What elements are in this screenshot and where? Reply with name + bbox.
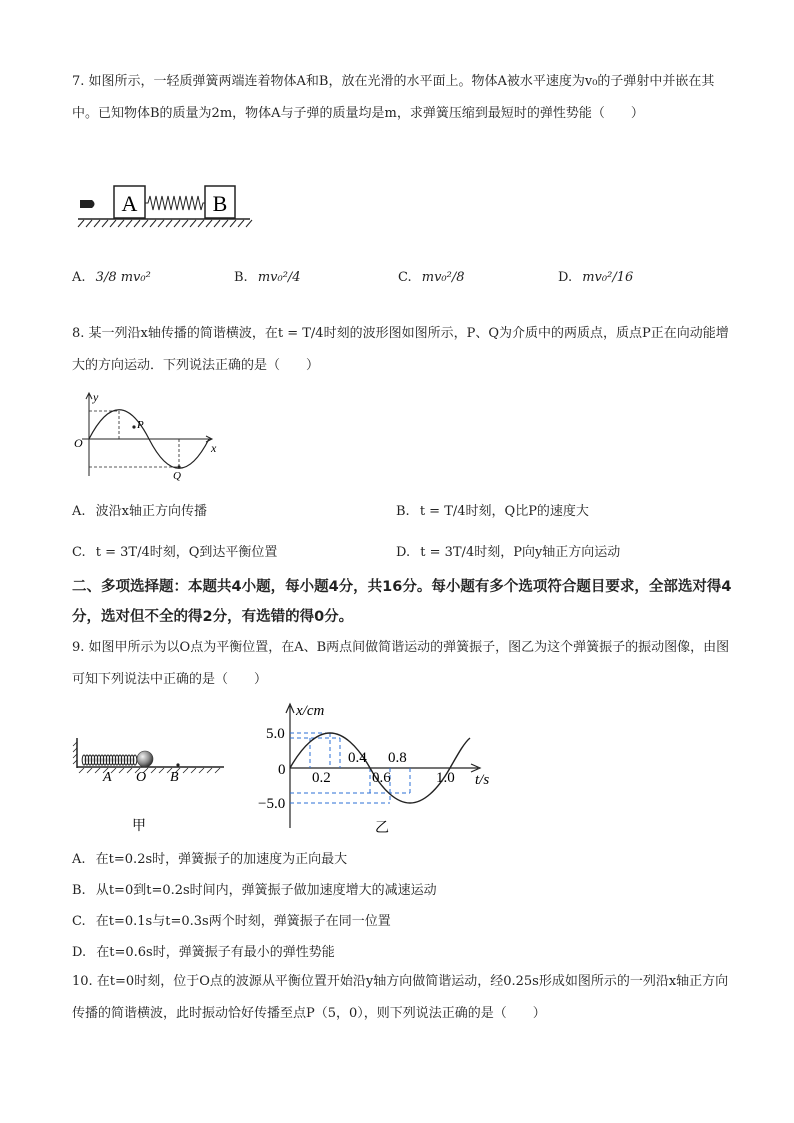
label-a: A bbox=[103, 770, 112, 785]
q7-option-a-letter: A. bbox=[72, 270, 86, 285]
axis-y-label: y bbox=[93, 390, 99, 404]
q9-option-c-letter: C. bbox=[72, 914, 86, 929]
q9-option-d[interactable] bbox=[72, 941, 335, 960]
q7-figure bbox=[78, 183, 253, 233]
q7-option-d[interactable] bbox=[558, 270, 633, 285]
q9-option-b-letter: B. bbox=[72, 883, 86, 898]
q9-option-b-text: 从t=0到t=0.2s时间内，弹簧振子做加速度增大的减速运动 bbox=[95, 883, 437, 898]
tick-08: 0.8 bbox=[388, 750, 407, 766]
q8-option-a-letter: A. bbox=[72, 504, 86, 519]
q7-option-b-letter: B. bbox=[234, 270, 248, 285]
q9-option-a-letter: A. bbox=[72, 852, 86, 867]
question-7-text: 7. 如图所示，一轻质弹簧两端连着物体A和B，放在光滑的水平面上。物体A被水平速度为v₀的子弹射中并嵌在其中。已知物体B的质量为2m，物体A与子弹的质量均是m，求弹簧压缩到最短时的弹性势能（ ） bbox=[72, 74, 715, 121]
q7-option-d-expr: mv₀²/16 bbox=[582, 270, 634, 285]
q7-option-d-letter: D. bbox=[558, 270, 573, 285]
spring-shape bbox=[145, 196, 205, 210]
q9-option-a-text: 在t=0.2s时，弹簧振子的加速度为正向最大 bbox=[95, 852, 348, 867]
q9-spring-figure bbox=[74, 738, 229, 838]
q7-option-b-expr: mv₀²/4 bbox=[257, 270, 301, 285]
q7-option-b[interactable] bbox=[234, 270, 301, 285]
q9-option-a[interactable] bbox=[72, 848, 347, 867]
q8-option-b-letter: B. bbox=[396, 504, 410, 519]
label-b: B bbox=[170, 770, 179, 785]
q8-wave-figure bbox=[72, 390, 222, 480]
question-10-text: 10. 在t=0时刻，位于O点的波源从平衡位置开始沿y轴方向做简谐运动，经0.25s形成如图所示的一列沿x轴正方向传播的简谐横波，此时振动恰好传播至点P（5，0），则下列说法正确的是（ ） bbox=[72, 974, 729, 1021]
q9-option-b[interactable] bbox=[72, 879, 437, 898]
label-o: O bbox=[136, 770, 147, 785]
tick-02: 0.2 bbox=[312, 770, 331, 786]
q7-option-a-expr: 3/8 mv₀² bbox=[95, 270, 151, 285]
q9-option-c-text: 在t=0.1s与t=0.3s两个时刻，弹簧振子在同一位置 bbox=[95, 914, 391, 929]
q8-option-b[interactable] bbox=[396, 500, 589, 519]
q9-option-c[interactable] bbox=[72, 910, 391, 929]
block-a-label: A bbox=[121, 191, 138, 216]
origin-zero: 0 bbox=[278, 762, 286, 778]
q8-option-d[interactable] bbox=[396, 541, 620, 560]
q8-option-c-text: t = 3T/4时刻，Q到达平衡位置 bbox=[95, 545, 278, 560]
tick-5: 5.0 bbox=[266, 726, 285, 742]
q8-option-c[interactable] bbox=[72, 541, 277, 560]
q7-option-a[interactable] bbox=[72, 270, 151, 285]
floor-hatch bbox=[79, 768, 220, 773]
tick-06: 0.6 bbox=[372, 770, 391, 786]
question-9-text: 9. 如图甲所示为以O点为平衡位置，在A、B两点间做简谐运动的弹簧振子，图乙为这个弹簧振子的振动图像，由图可知下列说法中正确的是（ ） bbox=[72, 640, 730, 687]
q8-option-d-text: t = 3T/4时刻，P向y轴正方向运动 bbox=[420, 545, 621, 560]
point-p bbox=[132, 425, 135, 428]
ground-hatch bbox=[78, 220, 252, 227]
q8-option-a-text: 波沿x轴正方向传播 bbox=[95, 504, 208, 519]
q7-option-c[interactable] bbox=[398, 270, 465, 285]
ball bbox=[137, 751, 153, 767]
axis-label-x-cm: x/cm bbox=[296, 703, 325, 719]
point-b bbox=[176, 763, 179, 766]
section-2-heading: 二、多项选择题：本题共4小题，每小题4分，共16分。每小题有多个选项符合题目要求，全部选对得4分，选对但不全的得2分，有选错的得0分。 bbox=[72, 579, 732, 625]
q8-option-d-letter: D. bbox=[396, 545, 411, 560]
caption-yi: 乙 bbox=[375, 820, 389, 836]
axis-x-label: x bbox=[211, 441, 217, 455]
origin-label: O bbox=[74, 436, 83, 450]
point-q bbox=[177, 465, 180, 468]
bullet-shape bbox=[80, 200, 95, 208]
question-8-text: 8. 某一列沿x轴传播的简谐横波，在t = T/4时刻的波形图如图所示，P、Q为介质中的两质点，质点P正在向动能增大的方向运动．下列说法正确的是（ ） bbox=[72, 326, 729, 373]
q9-option-d-letter: D. bbox=[72, 945, 87, 960]
q8-option-a[interactable] bbox=[72, 500, 207, 519]
tick-10: 1.0 bbox=[436, 770, 455, 786]
caption-jia: 甲 bbox=[132, 818, 146, 834]
point-p-label: P bbox=[137, 419, 144, 431]
q9-graph-figure bbox=[250, 700, 500, 840]
q7-option-c-expr: mv₀²/8 bbox=[421, 270, 465, 285]
point-q-label: Q bbox=[173, 470, 181, 482]
tick-04: 0.4 bbox=[348, 750, 367, 766]
block-b-label: B bbox=[212, 191, 228, 216]
q8-option-b-text: t = T/4时刻，Q比P的速度大 bbox=[419, 504, 589, 519]
q9-option-d-text: 在t=0.6s时，弹簧振子有最小的弹性势能 bbox=[96, 945, 335, 960]
coil-spring bbox=[82, 755, 137, 765]
q7-option-c-letter: C. bbox=[398, 270, 412, 285]
tick-neg5: −5.0 bbox=[258, 796, 286, 812]
axis-label-t-s: t/s bbox=[475, 772, 490, 788]
q8-option-c-letter: C. bbox=[72, 545, 86, 560]
